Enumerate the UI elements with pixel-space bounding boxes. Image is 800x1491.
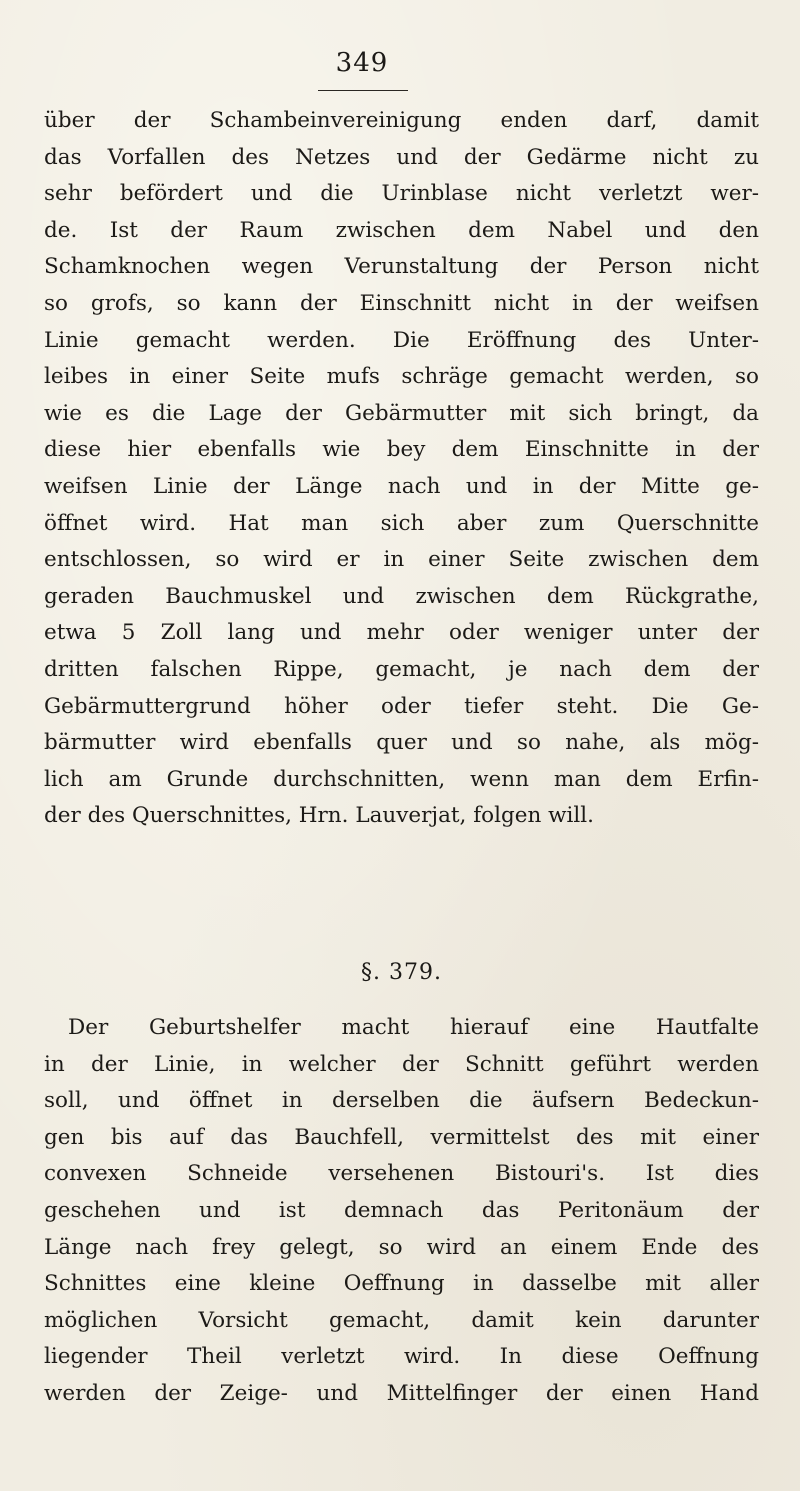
text-line: gen bis auf das Bauchfell, vermittelst des mit einer: [44, 1124, 759, 1150]
text-line: möglichen Vorsicht gemacht, damit kein darunter: [44, 1307, 759, 1333]
text-line: dritten falschen Rippe, gemacht, je nach dem der: [44, 656, 759, 682]
text-line: in der Linie, in welcher der Schnitt geführt werden: [44, 1051, 759, 1077]
paragraph-1: [44, 103, 759, 835]
text-line: geraden Bauchmuskel und zwischen dem Rückgrathe,: [44, 583, 759, 609]
text-line: entschlossen, so wird er in einer Seite zwischen dem: [44, 547, 759, 573]
text-line: soll, und öffnet in derselben die äufsern Bedeckun-: [44, 1088, 759, 1114]
text-line: lich am Grunde durchschnitten, wenn man dem Erfin-: [44, 766, 759, 792]
text-line: öffnet wird. Hat man sich aber zum Querschnitte: [44, 510, 759, 536]
text-line: Schnittes eine kleine Oeffnung in dasselbe mit aller: [44, 1271, 759, 1297]
text-line: convexen Schneide versehenen Bistouri's. Ist dies: [44, 1161, 759, 1187]
text-line: werden der Zeige- und Mittelfinger der einen Hand: [44, 1380, 759, 1406]
text-line: de. Ist der Raum zwischen dem Nabel und den: [44, 217, 759, 243]
text-line: Linie gemacht werden. Die Eröffnung des Unter-: [44, 327, 759, 353]
text-line: das Vorfallen des Netzes und der Gedärme nicht zu: [44, 144, 759, 170]
page-number: 349: [335, 48, 389, 78]
text-line: sehr befördert und die Urinblase nicht verletzt wer-: [44, 181, 759, 207]
text-line: Gebärmuttergrund höher oder tiefer steht. Die Ge-: [44, 693, 759, 719]
text-line: über der Schambeinvereinigung enden darf, damit: [44, 108, 759, 133]
text-line: diese hier ebenfalls wie bey dem Einschnitte in der: [44, 437, 759, 463]
text-line: geschehen und ist demnach das Peritonäum der: [44, 1197, 759, 1223]
text-line: Länge nach frey gelegt, so wird an einem Ende des: [44, 1234, 759, 1260]
text-line: bärmutter wird ebenfalls quer und so nahe, als mög-: [44, 730, 759, 756]
text-line: leibes in einer Seite mufs schräge gemacht werden, so: [44, 364, 759, 390]
text-line: Der Geburtshelfer macht hierauf eine Hautfalte: [68, 1015, 759, 1040]
text-line: etwa 5 Zoll lang und mehr oder weniger unter der: [44, 620, 759, 646]
text-line: liegender Theil verletzt wird. In diese Oeffnung: [44, 1344, 759, 1370]
text-line: weifsen Linie der Länge nach und in der Mitte ge-: [44, 473, 759, 499]
text-line: der des Querschnittes, Hrn. Lauverjat, folgen will.: [44, 803, 595, 829]
text-line: wie es die Lage der Gebärmutter mit sich bringt, da: [44, 400, 759, 426]
text-line: so grofs, so kann der Einschnitt nicht in der weifsen: [44, 290, 759, 316]
paragraph-2: [44, 1010, 759, 1413]
text-line: Schamknochen wegen Verunstaltung der Person nicht: [44, 254, 759, 280]
section-heading: §. 379.: [361, 960, 442, 985]
page-number-rule: [318, 90, 408, 91]
